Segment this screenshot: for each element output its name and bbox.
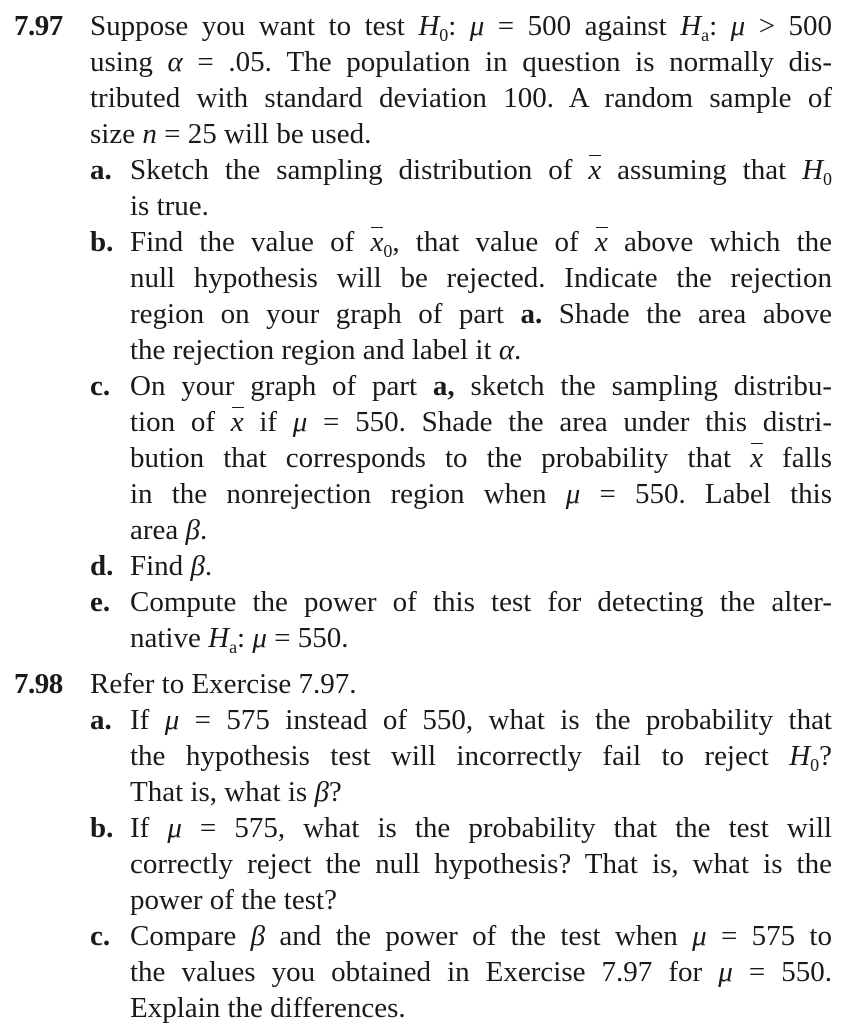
part-line: region on your graph of part a. Shade the area above bbox=[130, 298, 832, 330]
part-line: Compute the power of this test for detecting the alter- bbox=[130, 586, 832, 618]
part-label: b. bbox=[90, 812, 114, 844]
part-line: Explain the differences. bbox=[130, 992, 406, 1024]
part-line: correctly reject the null hypothesis? That is, what is the bbox=[130, 848, 832, 880]
exercise-number: 7.98 bbox=[14, 668, 63, 700]
part-line: in the nonrejection region when μ = 550. Label this bbox=[130, 478, 832, 510]
part-line: If μ = 575 instead of 550, what is the probability that bbox=[130, 704, 832, 736]
part-label: a. bbox=[90, 704, 112, 736]
part-line: null hypothesis will be rejected. Indicate the rejection bbox=[130, 262, 832, 294]
part-line: the hypothesis test will incorrectly fail to reject $H_0$? bbox=[130, 740, 832, 775]
part-label: c. bbox=[90, 920, 111, 952]
part-line: the values you obtained in Exercise 7.97 for μ = 550. bbox=[130, 956, 833, 988]
part-line: is true. bbox=[130, 190, 209, 222]
exercise-number: 7.97 bbox=[14, 10, 63, 42]
part-line: the rejection region and label it α. bbox=[130, 334, 522, 366]
stem-line: tributed with standard deviation 100. A random sample of bbox=[90, 82, 832, 114]
stem-line: Refer to Exercise 7.97. bbox=[90, 668, 357, 700]
part-line: That is, what is β? bbox=[130, 776, 342, 808]
part-line: If μ = 575, what is the probability that the test will bbox=[130, 812, 832, 844]
part-label: e. bbox=[90, 586, 111, 618]
part-line: Sketch the sampling distribution of x assuming that $H_0$ bbox=[130, 154, 833, 189]
part-line: Find the value of $x_0$, that value of x above which the bbox=[130, 226, 833, 261]
part-label: a. bbox=[90, 154, 112, 186]
part-line: tion of x if μ = 550. Shade the area under this distri- bbox=[130, 406, 832, 438]
part-line: bution that corresponds to the probability that x falls bbox=[130, 442, 832, 474]
part-line: On your graph of part a, sketch the sampling distribu- bbox=[130, 370, 832, 402]
part-line: native $H_a$: μ = 550. bbox=[130, 622, 349, 657]
part-line: Compare β and the power of the test when μ = 575 to bbox=[130, 920, 832, 952]
stem-line: size n = 25 will be used. bbox=[90, 118, 372, 150]
part-label: d. bbox=[90, 550, 114, 582]
stem-line: Suppose you want to test $H_0$: μ = 500 against $H_a$: μ > 500 bbox=[90, 10, 833, 45]
part-label: c. bbox=[90, 370, 111, 402]
part-line: power of the test? bbox=[130, 884, 337, 916]
part-line: Find β. bbox=[130, 550, 213, 582]
part-label: b. bbox=[90, 226, 114, 258]
part-line: area β. bbox=[130, 514, 208, 546]
stem-line: using α = .05. The population in question is normally dis- bbox=[90, 46, 832, 78]
